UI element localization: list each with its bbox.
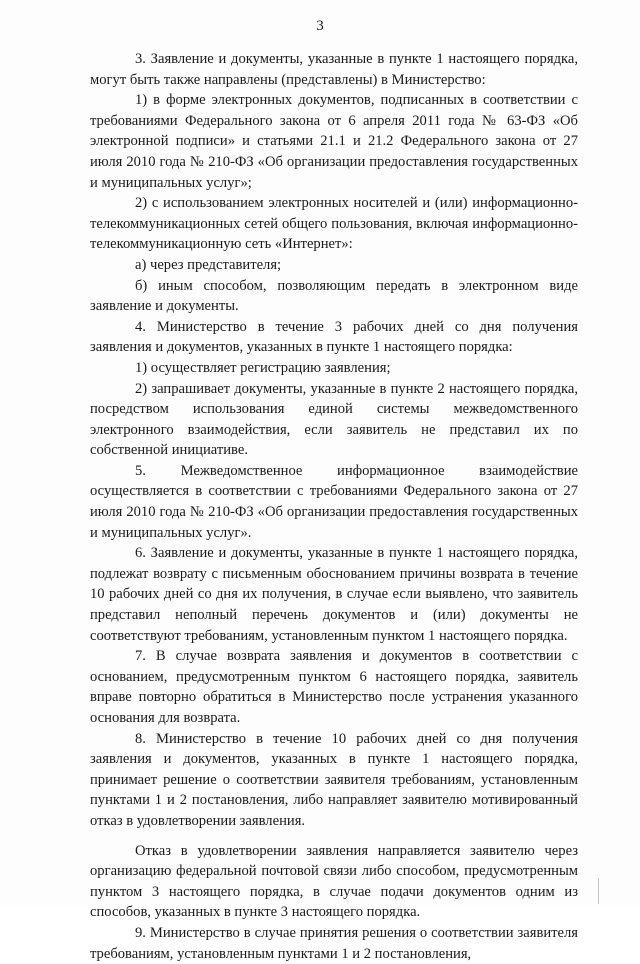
paragraph-3-2-a: а) через представителя; [135,256,282,273]
paragraph-8: 8. Министерство в течение 10 рабочих дней со дня получения заявления и документов, указанных в пункте 1 настоящего порядка, принимает решение о соответствии заявителя требованиям, установленным пунктами 1 и 2 постановления, либо направляет заявителю мотивированный отказ в удовлетворении заявления. [90,730,578,829]
document-body [90,49,578,964]
paragraph-4: 4. Министерство в течение 3 рабочих дней со дня получения заявления и документов, указанных в пункте 1 настоящего порядка: [90,318,578,356]
paragraph-8-refusal: Отказ в удовлетворении заявления направляется заявителю через организацию федеральной почтовой связи либо способом, предусмотренным пунктом 3 настоящего порядка, в случае подачи документов одним из способов, указанных в пункте 3 настоящего порядка. [90,842,578,921]
paragraph-4-2: 2) запрашивает документы, указанные в пункте 2 настоящего порядка, посредством использования единой системы межведомственного электронного взаимодействия, если заявитель не представил их по собственной инициативе. [90,380,578,459]
paragraph-4-1: 1) осуществляет регистрацию заявления; [135,359,391,376]
paragraph-6: 6. Заявление и документы, указанные в пункте 1 настоящего порядка, подлежат возврату с письменным обоснованием причины возврата в течение 10 рабочих дней со дня их получения, в случае если выявлено, что заявитель представил неполный перечень документов и (или) документы не соответствуют требованиям, установленным пунктом 1 настоящего порядка. [90,545,578,644]
paragraph-3-2-b: б) иным способом, позволяющим передать в электронном виде заявление и документы. [90,277,578,315]
paragraph-3: 3. Заявление и документы, указанные в пункте 1 настоящего порядка, могут быть также направлены (представлены) в Министерство: [90,51,578,88]
paragraph-5: 5. Межведомственное информационное взаимодействие осуществляется в соответствии с требованиями Федерального закона от 27 июля 2010 года № 210-ФЗ «Об организации предоставления государственных и муниципальных услуг». [90,462,578,541]
paragraph-3-1: 1) в форме электронных документов, подписанных в соответствии с требованиями Федерального закона от 6 апреля 2011 года № 63-ФЗ «Об электронной подписи» и статьями 21.1 и 21.2 Федерального закона от 27 июля 2010 года № 210-ФЗ «Об организации предоставления государственных и муниципальных услуг»; [90,92,578,191]
paragraph-9: 9. Министерство в случае принятия решения о соответствии заявителя требованиям, установленным пунктами 1 и 2 постановления, [90,924,578,962]
page-number: 3 [316,18,324,34]
paragraph-7: 7. В случае возврата заявления и документов в соответствии с основанием, предусмотренным пунктом 6 настоящего порядка, заявитель вправе повторно обратиться в Министерство после устранения указанного основания для возврата. [90,648,578,726]
scan-fold-mark [598,878,599,904]
paragraph-3-2: 2) с использованием электронных носителей и (или) информационно-телекоммуникационных сетей общего пользования, включая информационно-телекоммуникационную сеть «Интернет»: [90,195,578,253]
